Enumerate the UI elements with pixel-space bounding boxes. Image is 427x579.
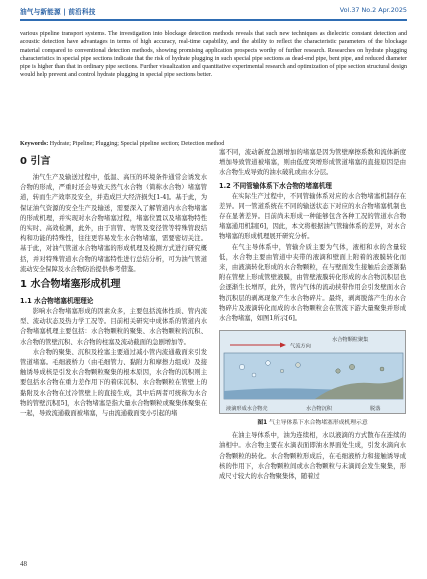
right-column [219,148,406,482]
section-1-2-heading: 1.2 不同管输体系下水合物的堵塞机理 [219,181,332,190]
section-1-1-heading: 1.1 水合物堵塞机理理论 [20,297,94,306]
section-1-heading: 1 水合物堵塞形成机理 [20,279,121,291]
left-column [20,152,207,419]
figure-top-label: 水合物颗粒聚集 [332,337,369,344]
header-rule [20,19,407,21]
page-header [20,6,407,20]
figure-right-label: 脱落 [370,406,381,413]
section-1-2-paragraph-b: 在气主导体系中，管输介质主要为气体，液相和水的含量较低，水合物主要由管道中夹带的液滴和壁面上附着的液膜转化而来，由液滴转化形成的水合物颗粒，在与壁面发生接触后会逐渐黏附在管壁上形成管壁液膜，由管壁液膜转化形成的水合物沉积层也会逐渐生长增厚，此外，管内气体的流动挟带作用会引发壁面水合物沉积层的剥离现象产生水合物碎片。最终，剥离脱落产生的水合物碎片及液滴转化而成的水合物颗粒会在管流下游大量聚集并形成水合物堵塞，如图1所示[6]。 [219,243,406,323]
abstract-text: various pipeline transport systems. The investigation into blockage detection methods reveals that such new techniques as dielectric constant detection and acoustic detection have advantages in terms of high accuracy, real-time capability, and the ability to reflect the characteristic parameters of the blockage material compared to conventional detection methods, showing promising application prospects worthy of further research. Researches on hydrate plugging characteristics in special pipe sections indicate that the risk of hydrate plugging in such special pipe sections as dead-end pipe, bent pipe, and reduced diameter pipe is higher than that in ordinary pipe sections. Further visualization and quantitative experimental research and optimization of pipe section structural design would help prevent and control hydrate plugging in special pipe sections better. [20,31,407,79]
section-1-1-paragraph-a: 影响水合物堵塞形成的因素众多，主要包括流体性质、管内流型、流动状态及热力学工况等。目前相关研究中成体系的管道内水合物堵塞机理主要包括：水合物颗粒的聚集、水合物颗粒的沉积、水合物的管壁沉积、水合物的柱塞及流动截面的急剧增加等。 [20,308,207,346]
figure-arrow-label: 气流方向 [290,343,311,350]
figure-1-caption-text: 气主导体系下水合物堵塞形成机理示意 [269,420,368,427]
issue-info: Vol.37 No.2 Apr.2025 [339,6,407,14]
figure-1 [219,330,406,414]
figure-1-caption [219,417,406,426]
page-number: 48 [20,560,27,568]
section-intro-heading: 0 引言 [20,156,51,167]
intro-paragraph: 油气生产及输送过程中，低温、高压的环境条件通常会诱发水合物的形成，严重时还会导致天然气水合物（简称水合物）堵塞管道，转而生产效率及安全，并造成巨大经济损失[1-4]。基于此，为保证油气资源的安全生产及输送，需要深入了解管道内水合物堵塞的形成机理，并实现对水合物堵塞过程，堵塞位置以及堵塞物特性的实时、高效检测，此外，由于盲管、弯管及变径管等特殊管段结构和功能的特殊性，往往更容易发生水合物堵塞，需要密切关注。基于此，对油气管道水合物堵塞的形成机理及检测方式进行研究概括，并对特殊管道水合物的堵塞特性进行总结分析，可为油气管道流动安全保障及水合物防治提供参考借鉴。 [20,174,207,273]
keywords [20,140,407,148]
figure-1-number: 图1 [257,420,268,427]
keywords-text: Hydrate; Pipeline; Plugging; Special pipeline section; Detection method [49,141,225,147]
journal-name: 油气与新能源 | 前沿科技 [20,8,96,16]
figure-mid-label: 水合物沉积 [306,406,332,413]
continued-paragraph: 塞不同，流动新度急剧增加的堵塞是因为管壁摩擦系数和流体新度增加导致管道被堵塞，则由低度突增形成管道堵塞的直接原因是由水合物生成导致的油水破乳或由水分层。 [219,149,406,177]
figure-left-label: 液滴形成水合物壳 [226,406,268,413]
section-1-1-paragraph-b: 水合物的聚集、沉积及栓塞主要通过减小管内流通截面来引发管道堵塞。毛细液桥力（由毛细管力、黏附力和摩擦力组成）及接触诱导成核是引发水合物颗粒聚集的根本原因，水合物的沉积则主要包括水合物在重力差作用下的着床沉积、水合物颗粒在管壁上的黏附及水合物在过冷管壁上的直接生成，其中后两者可统称为水合物的管壁沉积[5]，水合物堵塞是指大量水合物颗粒或聚集体聚集在一起，导致流通截面被堵塞，与由流通截面变小引起的堵 [20,348,207,418]
section-1-2-paragraph-c: 在油主导体系中，油为连续相，水以液滴的方式散布在连续的油相中。水合物主要在水滴表面即油水界面处生成，引发水滴向水合物颗粒的转化。水合物颗粒形成后，在毛细液桥力和接触诱导成核的作用下，水合物颗粒间或水合物颗粒与未滴间会发生聚集，形成尺寸较大的水合物聚集体，随着过 [219,432,406,481]
keywords-label: Keywords: [20,141,49,147]
section-1-2-paragraph-a: 在实际生产过程中，不同管输体系对应的水合物堵塞机制存在差异。同一管道系统在不同的输送状态下对应的水合物堵塞机制也存在显著差异。目前尚未形成一种能够包含各种工况的管道水合物堵塞通用机制[6]，因此，本文将根据油气管输体系的差异，对水合物堵塞的形成机理展开研究分析。 [219,192,406,241]
figure-1-illustration [220,331,406,414]
